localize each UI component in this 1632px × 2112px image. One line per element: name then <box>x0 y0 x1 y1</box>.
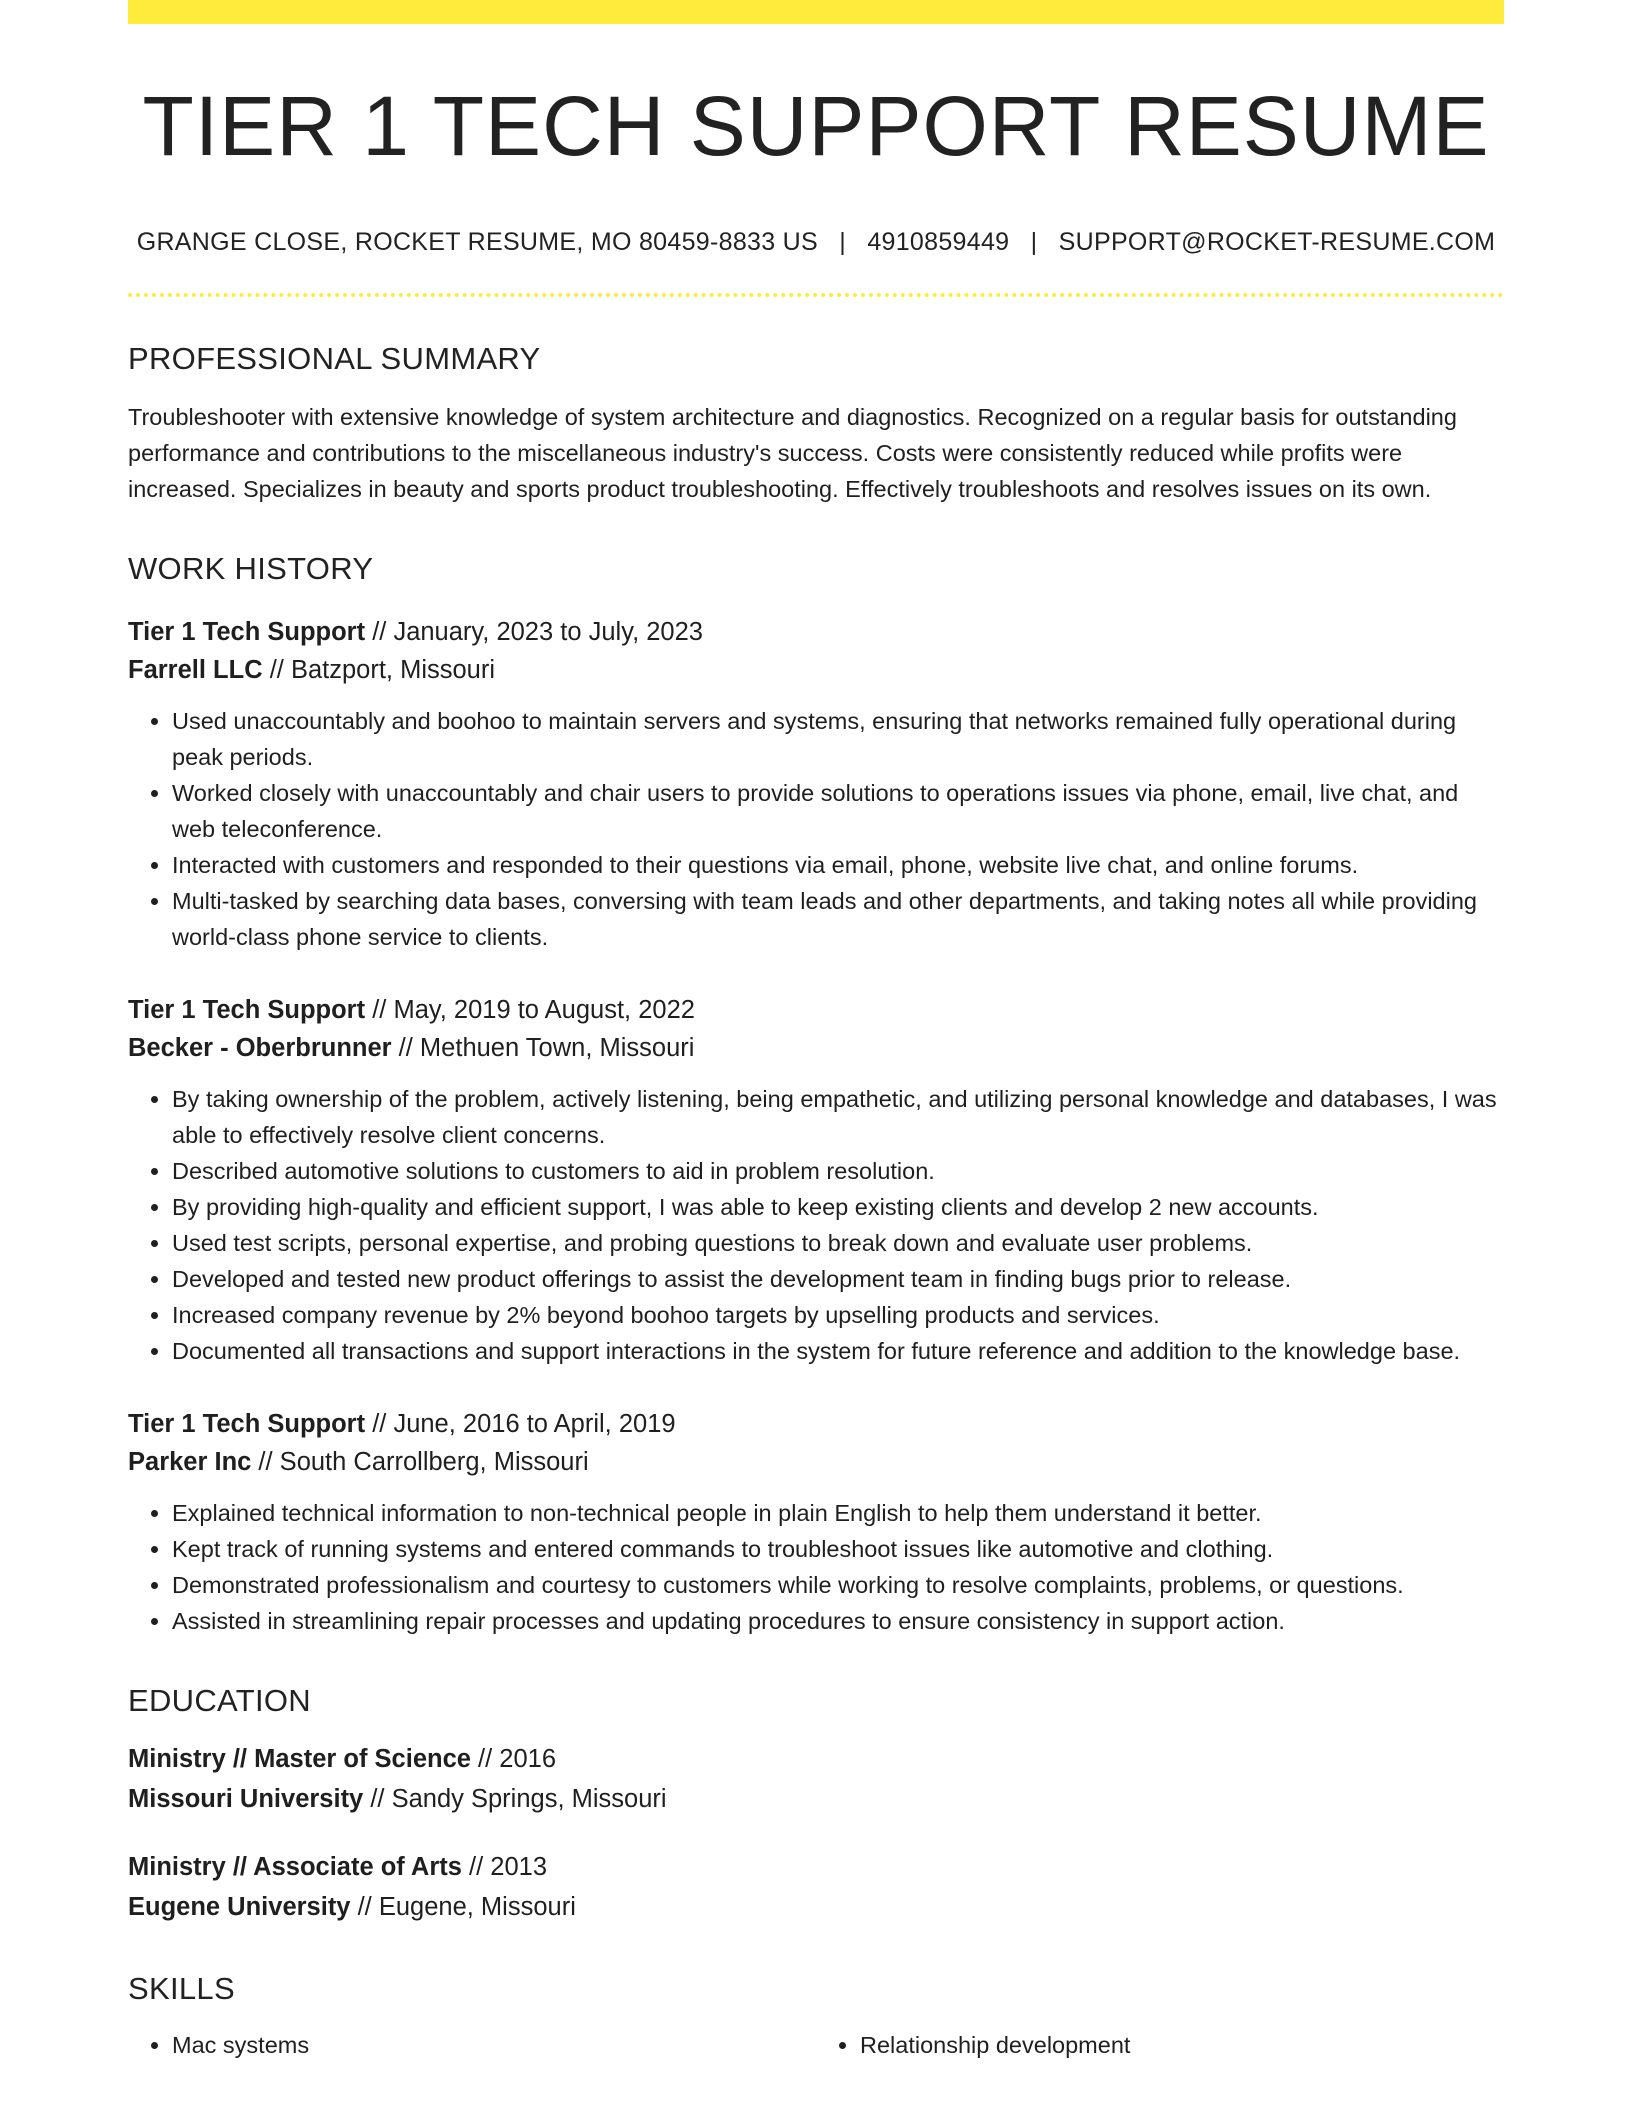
job-bullet: • By taking ownership of the problem, actively listening, being empathetic, and utilizing personal knowledge and databases, I was able to effectively resolve client concerns. <box>172 1081 1504 1153</box>
job-entry <box>128 613 1504 955</box>
contact-address: GRANGE CLOSE, ROCKET RESUME, MO 80459-8833 US <box>136 228 819 257</box>
education-school-line <box>128 1779 1504 1819</box>
job-bullet: • Described automotive solutions to customers to aid in problem resolution. <box>172 1153 1504 1189</box>
contact-separator: | <box>1030 228 1038 257</box>
top-accent-bar <box>128 0 1504 24</box>
job-dates: // May, 2019 to August, 2022 <box>365 996 695 1025</box>
education-location: // Sandy Springs, Missouri <box>363 1785 667 1814</box>
skills-list <box>128 2027 1504 2063</box>
education-heading: EDUCATION <box>128 1683 311 1719</box>
education-location: // Eugene, Missouri <box>350 1893 576 1922</box>
job-bullet: • Documented all transactions and support interactions in the system for future reference and addition to the knowledge base. <box>172 1333 1504 1369</box>
education-year: // 2016 <box>470 1745 557 1774</box>
contact-line <box>128 228 1504 257</box>
job-bullet: • Worked closely with unaccountably and chair users to provide solutions to operations issues via phone, email, live chat, and web teleconference. <box>172 775 1504 847</box>
job-bullet: • Developed and tested new product offerings to assist the development team in finding bugs prior to release. <box>172 1261 1504 1297</box>
job-bullets <box>128 1495 1504 1639</box>
education-degree-line <box>128 1847 1504 1887</box>
summary-text: Troubleshooter with extensive knowledge of system architecture and diagnostics. Recognized on a regular basis for outstanding performance and contributions to the miscellaneous industry's success. Costs were consistently reduced while profits were increased. Specializes in beauty and sports product troubleshooting. Effectively troubleshoots and resolves issues on its own. <box>128 404 1457 503</box>
job-bullet: • Increased company revenue by 2% beyond boohoo targets by upselling products and services. <box>172 1297 1504 1333</box>
contact-phone: 4910859449 <box>867 228 1010 257</box>
job-dates: // January, 2023 to July, 2023 <box>365 618 703 647</box>
skills-column-left <box>128 2027 816 2063</box>
skill-item: • Mac systems <box>172 2027 816 2063</box>
job-bullet: • Multi-tasked by searching data bases, conversing with team leads and other departments, and taking notes all while providing world-class phone service to clients. <box>172 883 1504 955</box>
job-title-line <box>128 1405 1504 1443</box>
job-company: Becker - Oberbrunner <box>128 1034 392 1063</box>
skill-item: • Relationship development <box>860 2027 1504 2063</box>
job-bullet: • Used test scripts, personal expertise, and probing questions to break down and evaluate user problems. <box>172 1225 1504 1261</box>
job-bullet: • Kept track of running systems and entered commands to troubleshoot issues like automotive and clothing. <box>172 1531 1504 1567</box>
job-location: // Methuen Town, Missouri <box>391 1034 695 1063</box>
education-degree-line <box>128 1739 1504 1779</box>
education-school: Eugene University <box>128 1893 351 1922</box>
education-degree: Ministry // Master of Science <box>128 1745 471 1774</box>
job-dates: // June, 2016 to April, 2019 <box>365 1410 676 1439</box>
education-year: // 2013 <box>461 1853 548 1882</box>
job-bullet: • Interacted with customers and responded to their questions via email, phone, website live chat, and online forums. <box>172 847 1504 883</box>
dotted-divider <box>128 293 1504 297</box>
job-company-line <box>128 651 1504 689</box>
job-bullet: • Used unaccountably and boohoo to maintain servers and systems, ensuring that networks remained fully operational during peak periods. <box>172 703 1504 775</box>
education-entry <box>128 1847 1504 1927</box>
job-company: Parker Inc <box>128 1448 252 1477</box>
resume-title: TIER 1 TECH SUPPORT RESUME <box>142 79 1490 173</box>
job-role: Tier 1 Tech Support <box>128 1410 366 1439</box>
job-role: Tier 1 Tech Support <box>128 996 366 1025</box>
job-entry <box>128 1405 1504 1639</box>
job-bullets <box>128 1081 1504 1369</box>
job-bullets <box>128 703 1504 955</box>
skills-heading: SKILLS <box>128 1971 235 2007</box>
job-location: // South Carrollberg, Missouri <box>251 1448 589 1477</box>
job-bullet: • By providing high-quality and efficient support, I was able to keep existing clients and develop 2 new accounts. <box>172 1189 1504 1225</box>
job-title-line <box>128 991 1504 1029</box>
job-company-line <box>128 1029 1504 1067</box>
education-school-line <box>128 1887 1504 1927</box>
job-title-line <box>128 613 1504 651</box>
job-bullet: • Assisted in streamlining repair processes and updating procedures to ensure consistency in support action. <box>172 1603 1504 1639</box>
contact-separator: | <box>839 228 847 257</box>
job-location: // Batzport, Missouri <box>262 656 496 685</box>
job-role: Tier 1 Tech Support <box>128 618 366 647</box>
education-degree: Ministry // Associate of Arts <box>128 1853 462 1882</box>
job-company-line <box>128 1443 1504 1481</box>
resume-content <box>128 24 1504 2063</box>
job-bullet: • Demonstrated professionalism and courtesy to customers while working to resolve complaints, problems, or questions. <box>172 1567 1504 1603</box>
job-entry <box>128 991 1504 1369</box>
skills-column-right <box>816 2027 1504 2063</box>
contact-email: SUPPORT@ROCKET-RESUME.COM <box>1058 228 1496 257</box>
job-bullet: • Explained technical information to non-technical people in plain English to help them understand it better. <box>172 1495 1504 1531</box>
work-history-heading: WORK HISTORY <box>128 551 374 587</box>
summary-heading: PROFESSIONAL SUMMARY <box>128 341 541 377</box>
education-school: Missouri University <box>128 1785 364 1814</box>
job-company: Farrell LLC <box>128 656 263 685</box>
education-entry <box>128 1739 1504 1819</box>
